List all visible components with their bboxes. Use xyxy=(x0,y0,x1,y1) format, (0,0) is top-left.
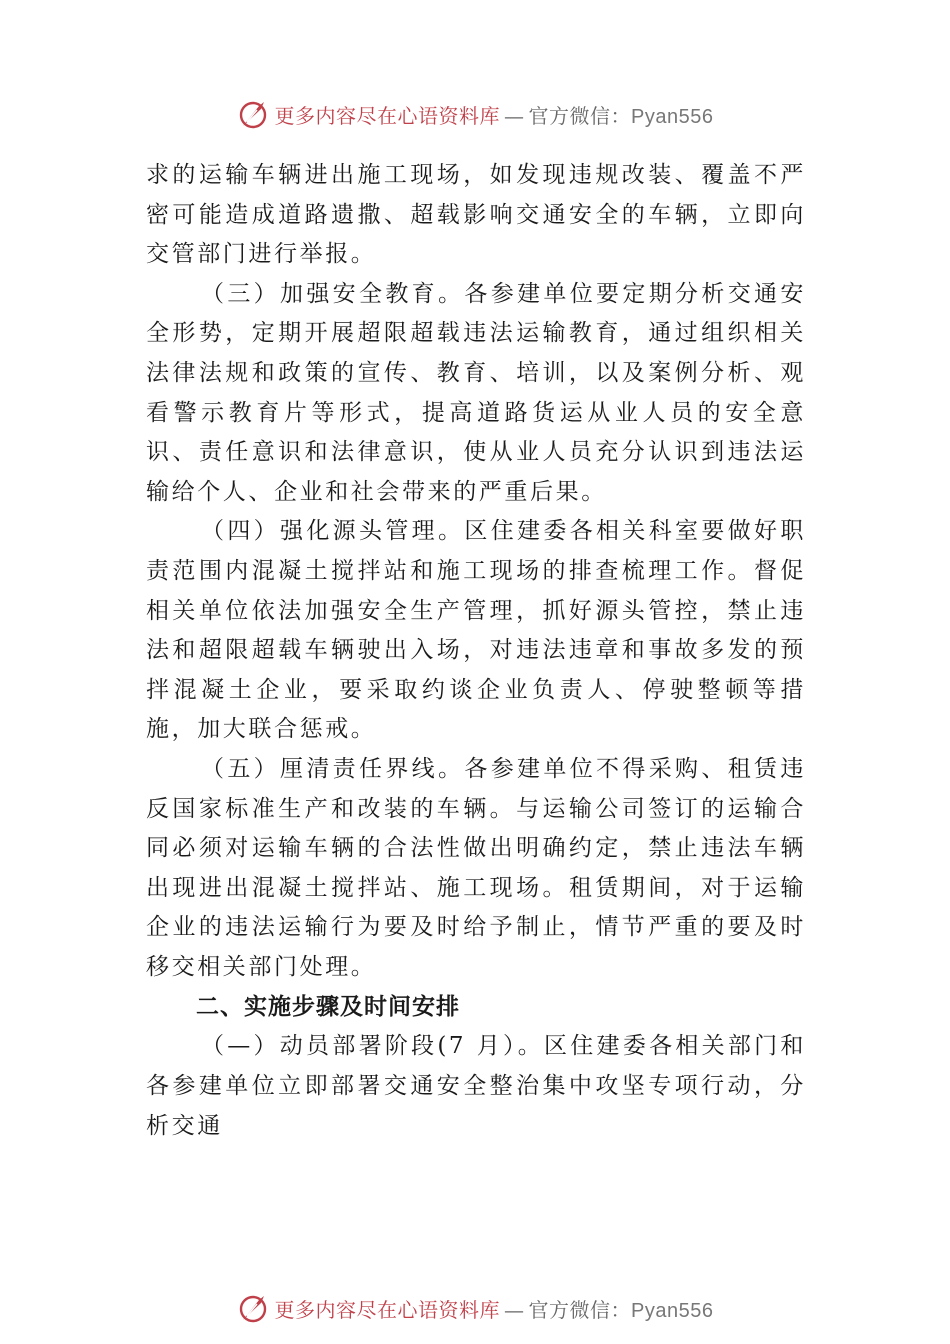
quill-pen-seal-icon xyxy=(237,98,269,130)
quill-pen-seal-icon xyxy=(237,1292,269,1324)
watermark-site: 更多内容尽在心语资料库 xyxy=(274,103,501,128)
watermark-site: 更多内容尽在心语资料库 xyxy=(274,1297,501,1322)
footer-watermark xyxy=(0,1290,950,1326)
watermark-dash: — xyxy=(504,103,525,128)
watermark-wechat-label: 官方微信： xyxy=(528,1297,632,1322)
paragraph-mobilization-stage: （—）动员部署阶段(7 月）。区住建委各相关部门和各参建单位立即部署交通安全整治集中攻坚专项行动，分析交通 xyxy=(146,1033,806,1139)
watermark-dash: — xyxy=(504,1297,525,1322)
paragraph-safety-education: （三）加强安全教育。各参建单位要定期分析交通安全形势，定期开展超限超载违法运输教育，通过组织相关法律法规和政策的宣传、教育、培训，以及案例分析、观看警示教育片等形式，提高道路货运从业人员的安全意识、责任意识和法律意识，使从业人员充分认识到违法运输给个人、企业和社会带来的严重后果。 xyxy=(146,280,806,505)
document-body xyxy=(146,156,806,1146)
watermark-text xyxy=(275,1294,714,1323)
header-watermark xyxy=(0,96,950,132)
paragraph-continued: 求的运输车辆进出施工现场，如发现违规改装、覆盖不严密可能造成道路遗撒、超载影响交通安全的车辆，立即向交管部门进行举报。 xyxy=(146,162,806,268)
watermark-wechat-id: Pyan556 xyxy=(631,1299,714,1322)
paragraph-source-management: （四）强化源头管理。区住建委各相关科室要做好职责范围内混凝土搅拌站和施工现场的排查梳理工作。督促相关单位依法加强安全生产管理，抓好源头管控，禁止违法和超限超载车辆驶出入场，对违法违章和事故多发的预拌混凝土企业，要采取约谈企业负责人、停驶整顿等措施，加大联合惩戒。 xyxy=(146,518,806,743)
paragraph-responsibility-boundary: （五）厘清责任界线。各参建单位不得采购、租赁违反国家标准生产和改装的车辆。与运输公司签订的运输合同必须对运输车辆的合法性做出明确约定，禁止违法车辆出现进出混凝土搅拌站、施工现场。租赁期间，对于运输企业的违法运输行为要及时给予制止，情节严重的要及时移交相关部门处理。 xyxy=(146,755,806,980)
watermark-text xyxy=(275,100,714,129)
watermark-wechat-label: 官方微信： xyxy=(528,103,632,128)
watermark-wechat-id: Pyan556 xyxy=(631,105,714,128)
section-heading: 二、实施步骤及时间安排 xyxy=(196,994,460,1021)
